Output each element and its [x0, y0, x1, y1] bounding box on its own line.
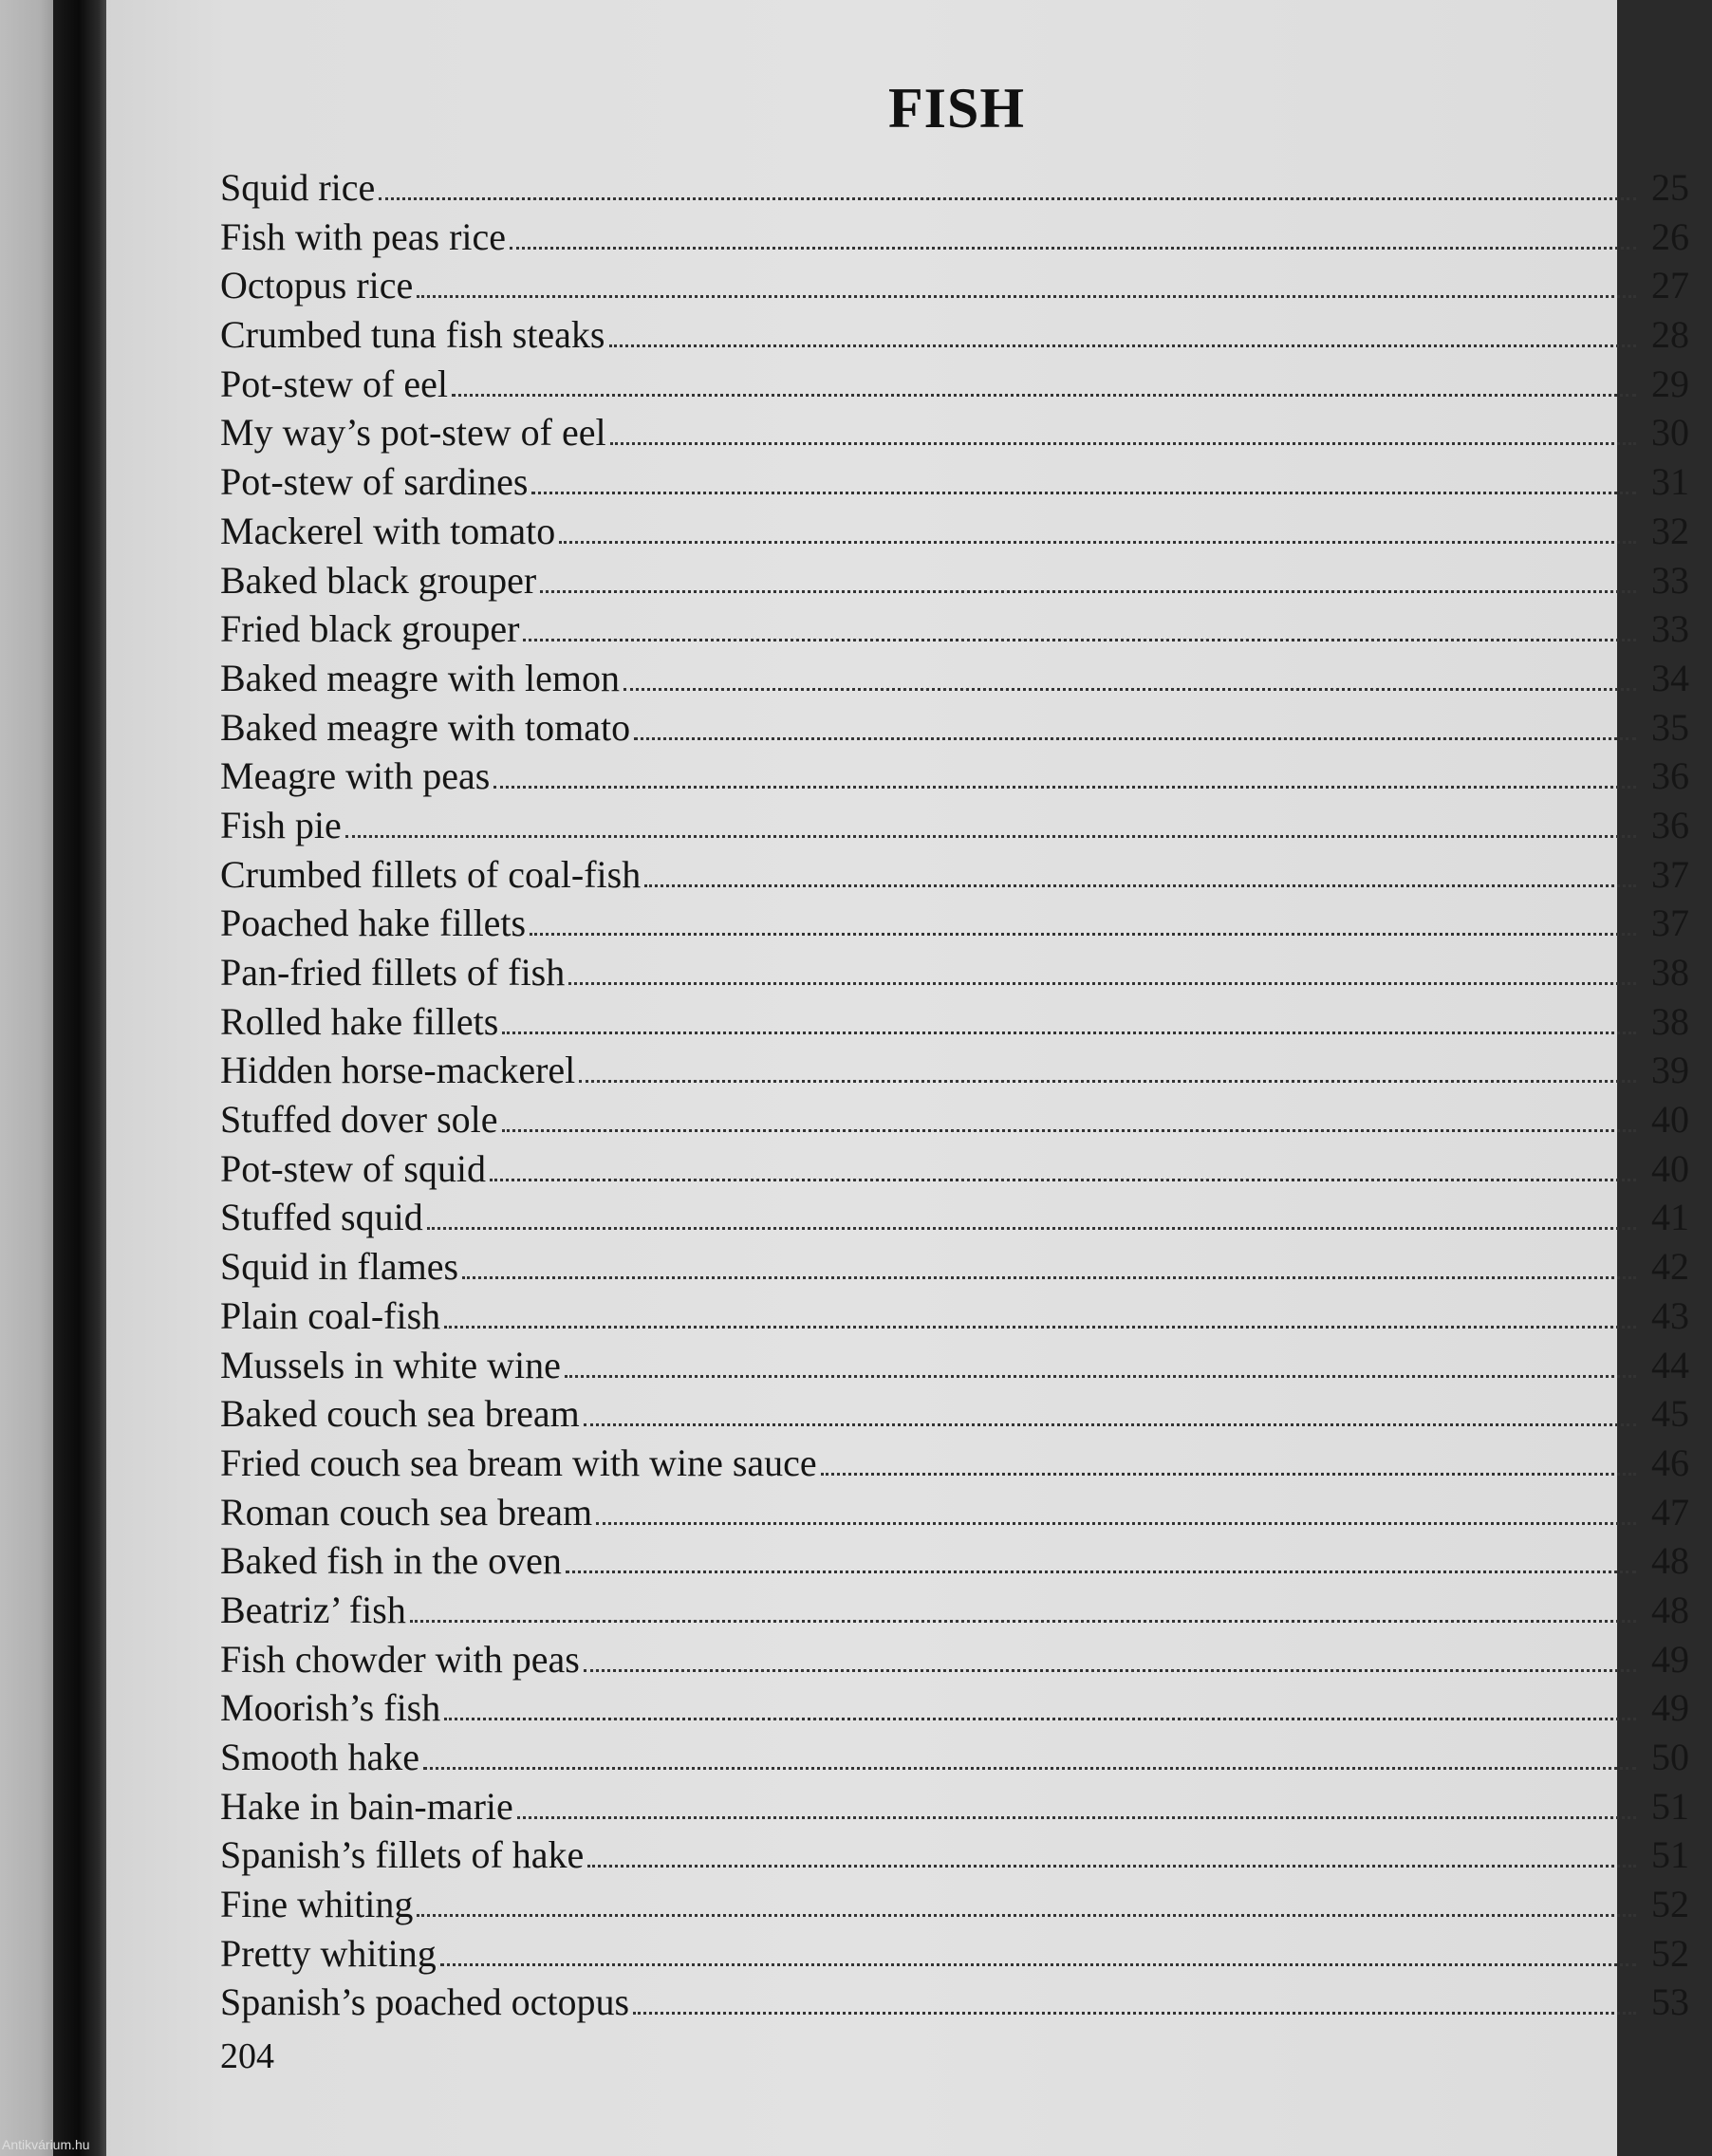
- toc-entry-name: Spanish’s fillets of hake: [220, 1833, 585, 1877]
- toc-entry: [220, 408, 1689, 457]
- toc-entry: [220, 1635, 1689, 1684]
- toc-entry-page: 53: [1651, 1980, 1689, 2024]
- toc-entry-name: Rolled hake fillets: [220, 999, 499, 1043]
- toc-entry-name: Hidden horse-mackerel: [220, 1049, 576, 1092]
- section-title: FISH: [887, 77, 1026, 139]
- toc-entry: [220, 163, 1689, 213]
- toc-entry-page: 48: [1651, 1539, 1689, 1583]
- toc-entry-name: Mackerel with tomato: [220, 509, 556, 552]
- dot-leader: [417, 295, 1636, 298]
- dot-leader: [410, 1620, 1636, 1623]
- toc-entry-name: Stuffed dover sole: [220, 1098, 498, 1142]
- toc-entry-name: Fish pie: [220, 803, 342, 846]
- toc-entry-name: Hake in bain-marie: [220, 1784, 513, 1828]
- toc-entry-page: 30: [1651, 411, 1689, 455]
- toc-entry-page: 33: [1651, 607, 1689, 651]
- toc-entry: [220, 1341, 1689, 1390]
- dot-leader: [417, 1914, 1636, 1917]
- toc-entry-page: 36: [1651, 803, 1689, 846]
- toc-entry: [220, 604, 1689, 654]
- toc-entry-name: Pan-fried fillets of fish: [220, 951, 566, 994]
- toc-entry-name: Pretty whiting: [220, 1931, 437, 1975]
- toc-entry-page: 50: [1651, 1736, 1689, 1778]
- dot-leader: [596, 1522, 1636, 1525]
- toc-entry: [220, 948, 1689, 997]
- toc-entry-name: Roman couch sea bream: [220, 1490, 593, 1533]
- toc-entry-page: 28: [1651, 313, 1689, 357]
- toc-entry-name: Fried black grouper: [220, 607, 520, 651]
- toc-entry-page: 33: [1651, 558, 1689, 602]
- toc-entry-page: 31: [1651, 460, 1689, 504]
- dot-leader: [623, 688, 1636, 691]
- toc-entry-name: Fine whiting: [220, 1883, 414, 1926]
- toc-entry: [220, 1095, 1689, 1144]
- toc-entry-name: Fried couch sea bream with wine sauce: [220, 1440, 817, 1484]
- toc-entry: [220, 1782, 1689, 1831]
- toc-entry-name: Baked meagre with lemon: [220, 656, 620, 699]
- dot-leader: [452, 394, 1636, 397]
- toc-entry: [220, 1929, 1689, 1979]
- toc-entry: [220, 1439, 1689, 1488]
- watermark: Antikvárium.hu: [2, 2137, 90, 2152]
- dot-leader: [345, 835, 1636, 838]
- dot-leader: [523, 639, 1636, 641]
- toc-entry-page: 48: [1651, 1588, 1689, 1631]
- dot-leader: [584, 1423, 1636, 1426]
- toc-entry-page: 45: [1651, 1392, 1689, 1436]
- toc-entry-page: 49: [1651, 1686, 1689, 1730]
- toc-entry: [220, 1242, 1689, 1292]
- toc-entry-name: Octopus rice: [220, 264, 414, 307]
- toc-entry-page: 26: [1651, 214, 1689, 258]
- dot-leader: [568, 982, 1636, 985]
- toc-entry-name: Stuffed squid: [220, 1196, 423, 1239]
- dot-leader: [610, 442, 1636, 445]
- toc-entry-name: Plain coal-fish: [220, 1293, 441, 1337]
- toc-entry: [220, 1683, 1689, 1733]
- page-number: 204: [220, 2036, 274, 2076]
- toc-entry-page: 52: [1651, 1883, 1689, 1926]
- toc-entry: [220, 850, 1689, 900]
- toc-entry-name: Mussels in white wine: [220, 1343, 561, 1386]
- toc-entry-page: 51: [1651, 1833, 1689, 1877]
- toc-entry-name: Moorish’s fish: [220, 1686, 441, 1730]
- dot-leader: [540, 590, 1636, 593]
- toc-entry: [220, 213, 1689, 262]
- dot-leader: [634, 737, 1636, 740]
- toc-entry-page: 49: [1651, 1637, 1689, 1681]
- book-page: [106, 0, 1689, 2156]
- dot-leader: [444, 1718, 1636, 1720]
- toc-entry-name: Squid in flames: [220, 1245, 459, 1289]
- dot-leader: [427, 1227, 1636, 1230]
- toc-entry: [220, 752, 1689, 801]
- toc-entry: [220, 1144, 1689, 1194]
- dot-leader: [444, 1326, 1636, 1329]
- toc-entry-page: 40: [1651, 1098, 1689, 1142]
- toc-entry-page: 37: [1651, 852, 1689, 896]
- table-of-contents: [220, 163, 1689, 2027]
- toc-entry-page: 29: [1651, 362, 1689, 405]
- toc-entry: [220, 1978, 1689, 2027]
- toc-entry-name: Smooth hake: [220, 1736, 419, 1778]
- dot-leader: [423, 1767, 1636, 1770]
- toc-entry-page: 27: [1651, 264, 1689, 307]
- toc-entry-page: 44: [1651, 1343, 1689, 1386]
- dot-leader: [559, 541, 1636, 544]
- toc-entry-page: 38: [1651, 999, 1689, 1043]
- toc-entry: [220, 1389, 1689, 1439]
- toc-entry-name: Fish with peas rice: [220, 214, 507, 258]
- toc-entry-page: 42: [1651, 1245, 1689, 1289]
- toc-entry-name: Spanish’s poached octopus: [220, 1980, 630, 2024]
- toc-entry-name: My way’s pot-stew of eel: [220, 411, 606, 455]
- dot-leader: [633, 2012, 1636, 2015]
- dot-leader: [579, 1080, 1636, 1083]
- dot-leader: [644, 884, 1636, 887]
- toc-entry-page: 46: [1651, 1440, 1689, 1484]
- toc-entry-name: Meagre with peas: [220, 754, 491, 798]
- dot-leader: [493, 786, 1636, 789]
- toc-entry-page: 25: [1651, 166, 1689, 209]
- toc-entry-page: 39: [1651, 1049, 1689, 1092]
- dot-leader: [565, 1375, 1636, 1378]
- dot-leader: [584, 1669, 1636, 1672]
- toc-entry: [220, 1536, 1689, 1586]
- toc-entry-page: 35: [1651, 705, 1689, 749]
- dot-leader: [566, 1571, 1636, 1573]
- toc-entry: [220, 1880, 1689, 1929]
- toc-entry-page: 40: [1651, 1146, 1689, 1190]
- dot-leader: [462, 1276, 1636, 1279]
- toc-entry-page: 37: [1651, 901, 1689, 945]
- dot-leader: [379, 197, 1636, 200]
- toc-entry-name: Squid rice: [220, 166, 376, 209]
- toc-entry-page: 47: [1651, 1490, 1689, 1533]
- toc-entry-page: 34: [1651, 656, 1689, 699]
- toc-entry: [220, 1488, 1689, 1537]
- toc-entry-page: 43: [1651, 1293, 1689, 1337]
- dot-leader: [530, 933, 1636, 936]
- toc-entry: [220, 507, 1689, 556]
- dot-leader: [517, 1816, 1636, 1819]
- toc-entry-name: Fish chowder with peas: [220, 1637, 580, 1681]
- book-spine: [53, 0, 110, 2156]
- toc-entry-page: 41: [1651, 1196, 1689, 1239]
- toc-entry: [220, 997, 1689, 1047]
- toc-entry-name: Beatriz’ fish: [220, 1588, 406, 1631]
- toc-entry: [220, 360, 1689, 409]
- toc-entry: [220, 1733, 1689, 1782]
- toc-entry-name: Baked couch sea bream: [220, 1392, 580, 1436]
- dot-leader: [510, 247, 1636, 250]
- toc-entry-name: Baked black grouper: [220, 558, 537, 602]
- dot-leader: [609, 344, 1637, 347]
- toc-entry-name: Poached hake fillets: [220, 901, 527, 945]
- toc-entry-page: 38: [1651, 951, 1689, 994]
- dot-leader: [502, 1129, 1636, 1132]
- toc-entry: [220, 801, 1689, 850]
- dot-leader: [440, 1963, 1636, 1966]
- toc-entry-page: 51: [1651, 1784, 1689, 1828]
- toc-entry-name: Baked fish in the oven: [220, 1539, 562, 1583]
- toc-entry: [220, 1831, 1689, 1880]
- toc-entry-name: Pot-stew of squid: [220, 1146, 486, 1190]
- toc-entry: [220, 1046, 1689, 1095]
- dot-leader: [587, 1865, 1636, 1868]
- toc-entry: [220, 261, 1689, 310]
- toc-entry-page: 36: [1651, 754, 1689, 798]
- dot-leader: [821, 1473, 1636, 1476]
- toc-entry: [220, 703, 1689, 753]
- dot-leader: [531, 492, 1636, 494]
- toc-entry: [220, 457, 1689, 507]
- toc-entry-name: Baked meagre with tomato: [220, 705, 631, 749]
- toc-entry-name: Pot-stew of eel: [220, 362, 448, 405]
- toc-entry: [220, 1586, 1689, 1635]
- toc-entry-name: Crumbed fillets of coal-fish: [220, 852, 642, 896]
- toc-entry-page: 32: [1651, 509, 1689, 552]
- toc-entry-page: 52: [1651, 1931, 1689, 1975]
- toc-entry: [220, 1292, 1689, 1341]
- toc-entry-name: Crumbed tuna fish steaks: [220, 313, 605, 357]
- dot-leader: [490, 1179, 1636, 1181]
- toc-entry: [220, 1193, 1689, 1242]
- toc-entry-name: Pot-stew of sardines: [220, 460, 529, 504]
- toc-entry: [220, 310, 1689, 360]
- dot-leader: [502, 1032, 1636, 1034]
- toc-entry: [220, 654, 1689, 703]
- toc-entry: [220, 899, 1689, 948]
- toc-entry: [220, 556, 1689, 605]
